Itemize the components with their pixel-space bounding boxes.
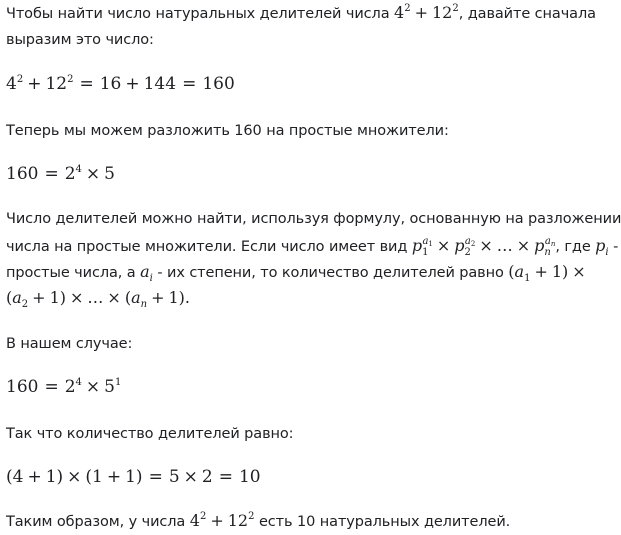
- math-expression-sum: $4^2 + 12^2$: [394, 3, 459, 22]
- paragraph-our-case: В нашем случае:: [6, 336, 133, 352]
- math-divisor-formula-part1: $(a_1 + 1)$ ×: [508, 262, 586, 284]
- paragraph-formula-line2: числа на простые множители. Если число имеет вид $p_1^{a_1} \times p_2^{a_2}$ × … × $p_n^{a_n}$, где $p_i$ -: [6, 236, 619, 258]
- paragraph-factorize: Теперь мы можем разложить 160 на простые множители:: [6, 123, 449, 139]
- equation-sum-value: $4^2 + 12^2 = 16 + 144 = 160$: [6, 74, 235, 94]
- math-ai: $a_i$: [140, 262, 153, 284]
- math-expression-sum-conclusion: $4^2 + 12^2$: [189, 511, 255, 530]
- paragraph-formula-line3: простые числа, а $a_i$ - их степени, то количество делителей равно $(a_1 + 1)$ ×: [6, 259, 596, 286]
- equation-divisor-count: (4 + 1) × (1 + 1) = 5 × 2 = 10: [6, 467, 261, 487]
- equation-factorization-full: $160 = 2^4 \times 5^1$: [6, 377, 122, 397]
- math-pi: $p_i$: [595, 236, 609, 258]
- paragraph-intro-line2: выразим это число:: [6, 32, 154, 48]
- paragraph-formula-line4: [6, 285, 596, 312]
- paragraph-intro: Чтобы найти число натуральных делителей числа $4^2 + 12^2$, давайте сначала: [6, 3, 596, 22]
- paragraph-formula-line1: Число делителей можно найти, используя формулу, основанную на разложении: [6, 211, 621, 227]
- paragraph-count-is: Так что количество делителей равно:: [6, 426, 294, 442]
- math-divisor-formula-part2: $(a_2 + 1)$ × … × $(a_n + 1)$.: [6, 288, 190, 310]
- equation-factorization: $160 = 2^4 \times 5$: [6, 164, 115, 184]
- paragraph-conclusion: Таким образом, у числа $4^2 + 12^2$ есть 10 натуральных делителей.: [6, 511, 511, 530]
- math-prime-factorization-form: $p_1^{a_1} \times p_2^{a_2}$ × … × $p_n^{a_n}$: [411, 236, 556, 258]
